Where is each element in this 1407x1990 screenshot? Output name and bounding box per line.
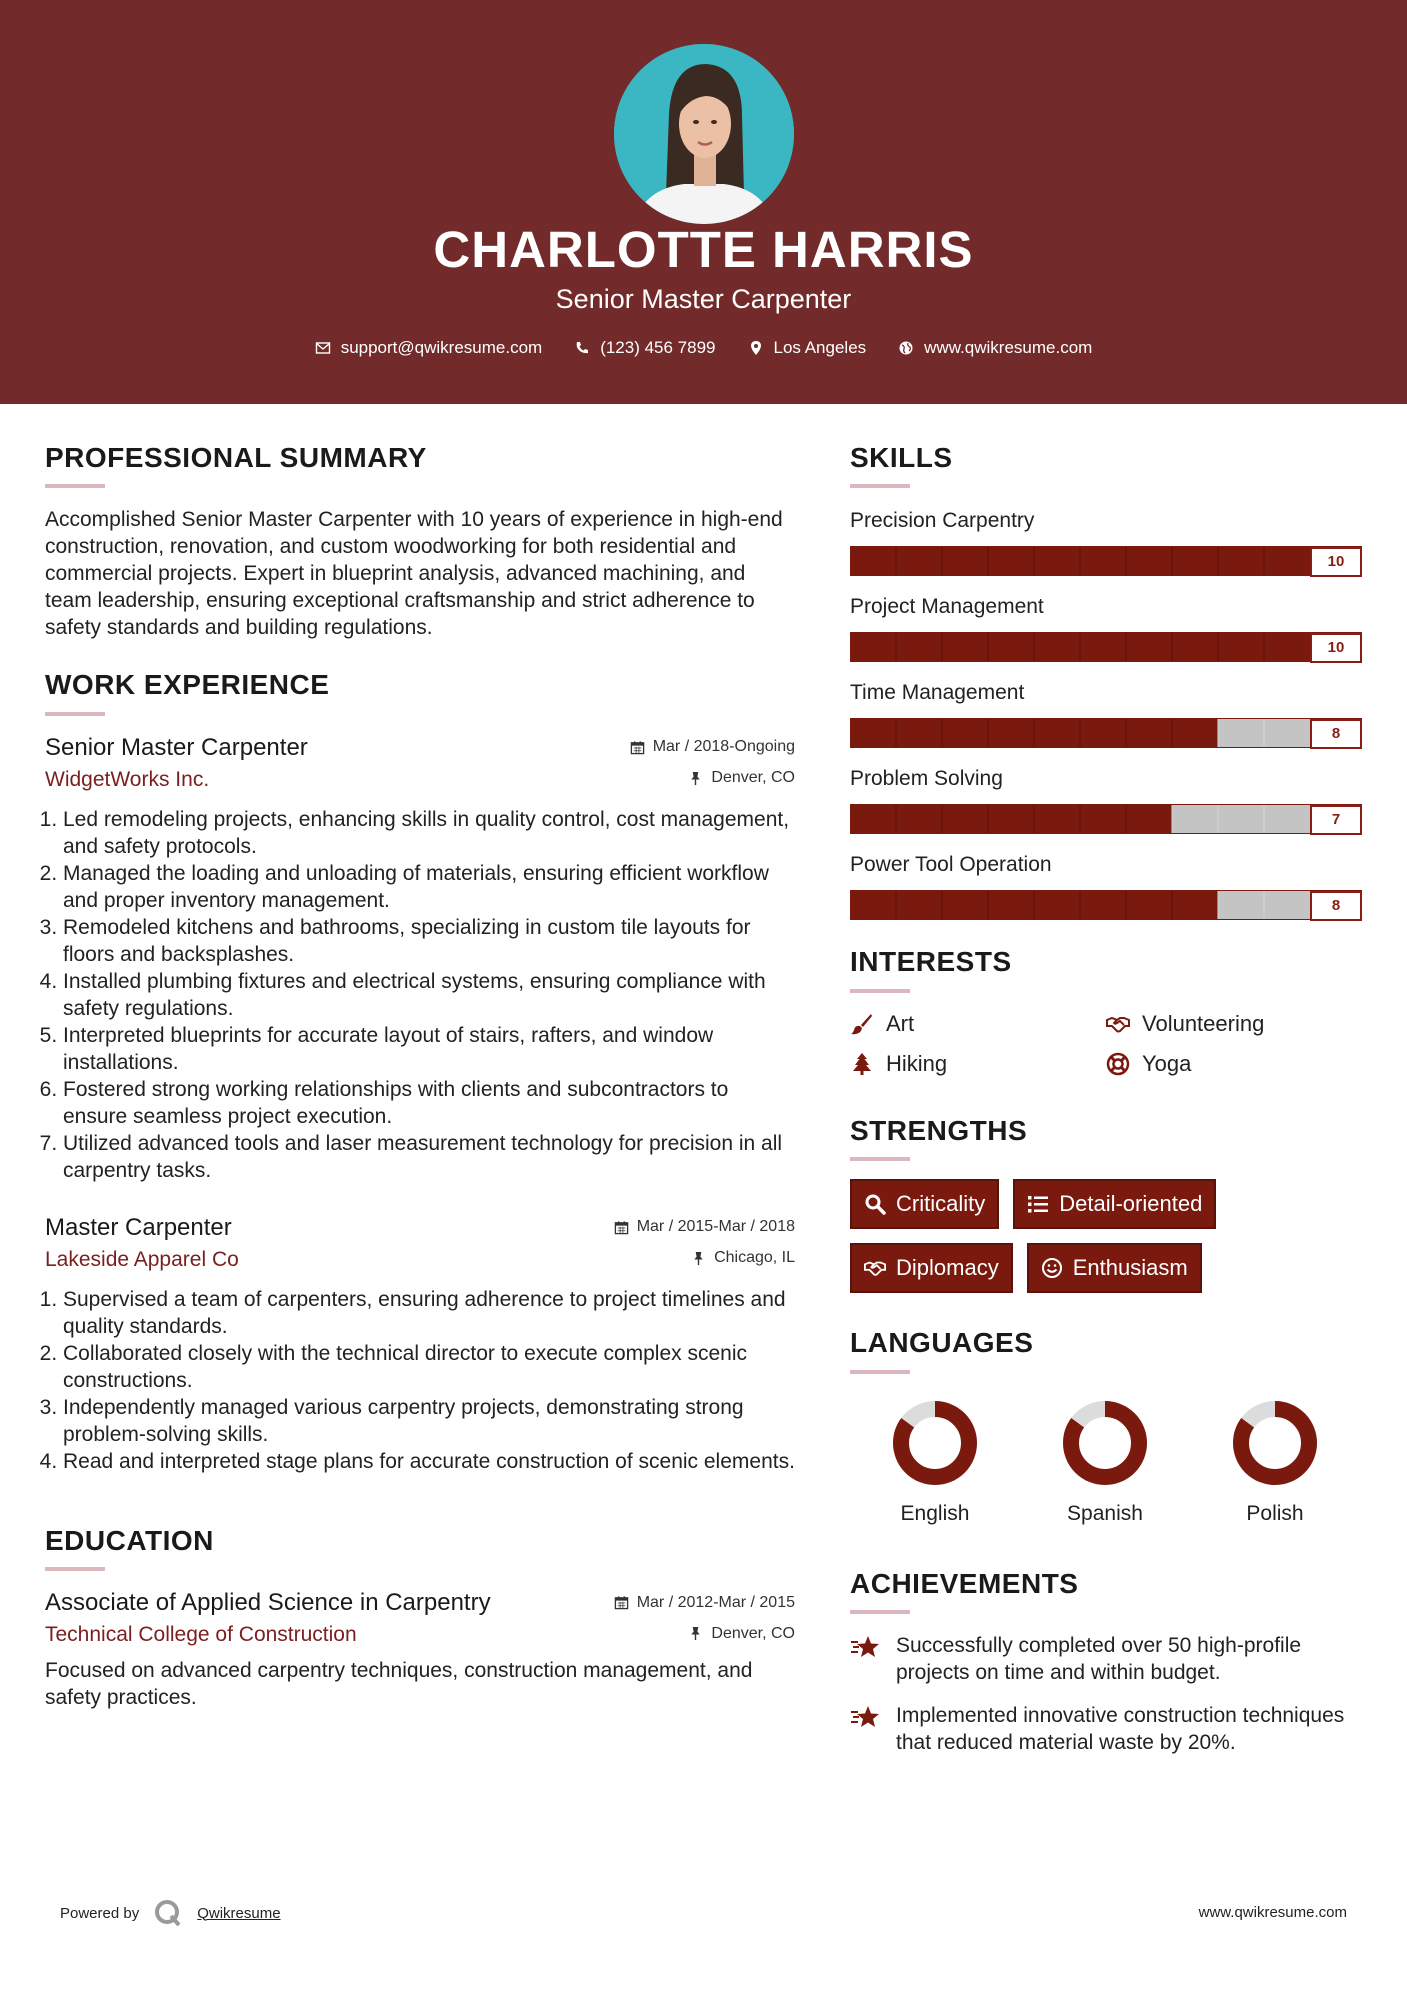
section-divider	[45, 1567, 105, 1571]
skill-bar-segment	[850, 546, 897, 576]
job-location-text: Chicago, IL	[714, 1249, 795, 1267]
skill-bar-segment	[896, 546, 943, 576]
skill-bar-segment	[1080, 718, 1127, 748]
section-divider	[850, 1370, 910, 1374]
skill-bar-segment	[850, 632, 897, 662]
contact-location	[748, 338, 867, 358]
contact-bar	[0, 338, 1407, 358]
calendar-icon	[614, 1595, 629, 1610]
strength-label: Enthusiasm	[1072, 1255, 1188, 1281]
skill-bar-segment	[942, 890, 989, 920]
skill-bar-segment	[1080, 632, 1127, 662]
skill-bar-segment	[988, 804, 1035, 834]
contact-website[interactable]	[898, 338, 1092, 358]
skills-section	[850, 440, 1365, 920]
job-bullets	[45, 806, 795, 1184]
skill-bar	[850, 632, 1362, 662]
language-item	[1190, 1398, 1360, 1526]
degree-title: Associate of Applied Science in Carpentry	[45, 1589, 491, 1617]
list-item: 2. Managed the loading and unloading of materials, ensuring efficient workflow and proper inventory management.	[63, 860, 795, 914]
calendar-icon	[614, 1220, 629, 1235]
skill-bar-segment	[988, 718, 1035, 748]
interest-label: Hiking	[886, 1050, 948, 1076]
list-item: 1. Supervised a team of carpenters, ensuring adherence to project timelines and quality standards.	[63, 1286, 795, 1340]
achievements-heading: ACHIEVEMENTS	[850, 1567, 1079, 1599]
list-item: 3. Independently managed various carpentry projects, demonstrating strong problem-solving skills.	[63, 1394, 795, 1448]
skill-name: Precision Carpentry	[850, 509, 1035, 533]
skill-bar-segment	[1264, 804, 1311, 834]
language-donut	[1230, 1398, 1320, 1488]
strengths-section	[850, 1113, 1365, 1293]
skill-name: Time Management	[850, 681, 1025, 705]
job-entry	[45, 1214, 795, 1475]
education-heading: EDUCATION	[45, 1524, 214, 1556]
skill-bar-segment	[1080, 804, 1127, 834]
strength-badge	[1027, 1243, 1202, 1293]
skill-bar	[850, 804, 1362, 834]
experience-section	[45, 667, 795, 1474]
skill-bar	[850, 718, 1362, 748]
languages-heading: LANGUAGES	[850, 1327, 1034, 1359]
interests-section	[850, 944, 1365, 1076]
job-location	[691, 1249, 795, 1267]
section-divider	[850, 1610, 910, 1614]
handshake-icon	[864, 1257, 886, 1279]
language-donut	[1060, 1398, 1150, 1488]
skill-bar-segment	[1172, 632, 1219, 662]
strength-label: Criticality	[896, 1191, 986, 1217]
skill-bar-segment	[1218, 632, 1265, 662]
job-location	[688, 769, 795, 787]
skill-bar	[850, 890, 1362, 920]
pushpin-icon	[688, 1626, 703, 1641]
map-pin-icon	[748, 340, 764, 356]
skill-bar-segment	[1218, 546, 1265, 576]
skill-bar-segment	[850, 718, 897, 748]
paintbrush-icon	[850, 1012, 874, 1036]
skill-level-badge: 8	[1310, 719, 1362, 749]
list-item: 2. Collaborated closely with the technical director to execute complex scenic constructions.	[63, 1340, 795, 1394]
skill-bar-segment	[896, 632, 943, 662]
language-name: Spanish	[1067, 1501, 1143, 1525]
skill-item	[850, 764, 1365, 834]
skill-bar-graphic	[850, 890, 1362, 920]
pushpin-icon	[691, 1251, 706, 1266]
skill-bar-segment	[1080, 890, 1127, 920]
skill-bar-segment	[850, 804, 897, 834]
section-divider	[850, 484, 910, 488]
strength-badge	[1013, 1179, 1216, 1229]
tree-icon	[850, 1052, 874, 1076]
skill-bar-segment	[850, 890, 897, 920]
profile-photo-illustration	[614, 44, 794, 224]
job-entry	[45, 734, 795, 1184]
skill-bar-segment	[1034, 804, 1081, 834]
skill-bar-segment	[1264, 718, 1311, 748]
interest-volunteering	[1106, 1011, 1362, 1037]
skill-bar-segment	[1034, 546, 1081, 576]
contact-email-text: support@qwikresume.com	[340, 338, 543, 357]
language-donut	[890, 1398, 980, 1488]
section-divider	[45, 484, 105, 488]
section-divider	[850, 989, 910, 993]
job-date-text: Mar / 2018-Ongoing	[652, 738, 795, 756]
job-date	[614, 1218, 795, 1236]
achievement-item	[850, 1702, 1365, 1756]
skill-bar-segment	[1126, 804, 1173, 834]
skill-bar-segment	[1034, 718, 1081, 748]
language-item	[850, 1398, 1020, 1526]
skill-bar-segment	[1126, 890, 1173, 920]
skill-bar-segment	[988, 890, 1035, 920]
interest-art	[850, 1011, 1106, 1037]
strength-label: Diplomacy	[896, 1255, 999, 1281]
strength-badge	[850, 1243, 1013, 1293]
globe-icon	[898, 340, 914, 356]
strength-label: Detail-oriented	[1059, 1191, 1203, 1217]
qwikresume-logo-icon	[153, 1898, 183, 1928]
envelope-icon	[315, 340, 331, 356]
skill-bar-segment	[942, 718, 989, 748]
interest-yoga	[1106, 1051, 1362, 1077]
handshake-icon	[1106, 1012, 1130, 1036]
skill-bar-segment	[1218, 804, 1265, 834]
achievement-text: Successfully completed over 50 high-profile projects on time and within budget.	[896, 1633, 1302, 1684]
job-company: WidgetWorks Inc.	[45, 767, 210, 791]
contact-location-text: Los Angeles	[773, 338, 867, 357]
skill-bar-segment	[1126, 632, 1173, 662]
interests-heading: INTERESTS	[850, 946, 1012, 978]
skill-bar-segment	[1126, 718, 1173, 748]
achievement-text: Implemented innovative construction techniques that reduced material waste by 20%.	[896, 1703, 1345, 1754]
education-location	[688, 1625, 795, 1643]
strengths-list	[850, 1179, 1365, 1293]
school-name: Technical College of Construction	[45, 1623, 357, 1647]
skill-bar-segment	[1264, 632, 1311, 662]
powered-by-label: Powered by	[60, 1904, 140, 1922]
skill-bar-segment	[942, 632, 989, 662]
powered-by	[60, 1898, 281, 1928]
skill-bar-segment	[1264, 890, 1311, 920]
interest-label: Yoga	[1142, 1050, 1192, 1076]
list-item: 4. Installed plumbing fixtures and electrical systems, ensuring compliance with safety regulations.	[63, 968, 795, 1022]
list-item: 7. Utilized advanced tools and laser measurement technology for precision in all carpentry tasks.	[63, 1130, 795, 1184]
skill-bar-segment	[942, 804, 989, 834]
smile-icon	[1041, 1257, 1063, 1279]
candidate-title: Senior Master Carpenter	[555, 284, 852, 314]
star-award-icon	[850, 1634, 880, 1660]
skill-bar-segment	[1218, 718, 1265, 748]
section-divider	[850, 1157, 910, 1161]
contact-website-text: www.qwikresume.com	[924, 338, 1093, 357]
profile-photo	[614, 44, 794, 224]
skill-bar-segment	[1218, 890, 1265, 920]
list-item: 1. Led remodeling projects, enhancing skills in quality control, cost management, and safety protocols.	[63, 806, 795, 860]
achievement-item	[850, 1632, 1365, 1686]
skill-item	[850, 850, 1365, 920]
summary-heading: PROFESSIONAL SUMMARY	[45, 442, 427, 473]
education-description: Focused on advanced carpentry techniques, construction management, and safety practices.	[45, 1659, 753, 1710]
list-icon	[1027, 1193, 1049, 1215]
page-footer	[0, 1890, 1407, 1930]
skill-level-badge: 10	[1310, 547, 1362, 577]
skill-bar-segment	[896, 890, 943, 920]
job-bullets	[45, 1286, 795, 1475]
skill-level-badge: 10	[1310, 633, 1362, 663]
summary-section	[45, 440, 795, 641]
skill-bar-segment	[1172, 546, 1219, 576]
strengths-heading: STRENGTHS	[850, 1114, 1028, 1146]
job-company: Lakeside Apparel Co	[45, 1247, 239, 1271]
candidate-name: CHARLOTTE HARRIS	[433, 221, 974, 278]
contact-phone[interactable]	[574, 338, 715, 358]
contact-phone-text: (123) 456 7899	[600, 338, 716, 357]
education-section	[45, 1523, 795, 1711]
job-title: Master Carpenter	[45, 1213, 232, 1241]
skill-bar-segment	[896, 804, 943, 834]
qwikresume-link[interactable]: Qwikresume	[197, 1904, 281, 1922]
contact-email[interactable]	[315, 338, 543, 358]
skill-bar-segment	[1172, 718, 1219, 748]
phone-icon	[574, 340, 590, 356]
language-item	[1020, 1398, 1190, 1526]
education-location-text: Denver, CO	[711, 1624, 795, 1642]
skill-bar-graphic	[850, 632, 1362, 662]
skill-bar-segment	[1172, 890, 1219, 920]
skill-bar-segment	[1126, 546, 1173, 576]
achievements-section	[850, 1566, 1365, 1756]
left-column	[45, 440, 795, 1711]
skills-heading: SKILLS	[850, 442, 953, 473]
skill-bar-segment	[942, 546, 989, 576]
experience-heading: WORK EXPERIENCE	[45, 669, 330, 701]
skill-bar-segment	[988, 546, 1035, 576]
list-item: 3. Remodeled kitchens and bathrooms, specializing in custom tile layouts for floors and backsplashes.	[63, 914, 795, 968]
lifebuoy-icon	[1106, 1052, 1130, 1076]
job-location-text: Denver, CO	[711, 769, 795, 787]
calendar-icon	[630, 740, 645, 755]
resume-header	[0, 0, 1407, 404]
job-date-text: Mar / 2015-Mar / 2018	[636, 1218, 795, 1236]
skill-bar-segment	[1080, 546, 1127, 576]
language-name: English	[900, 1501, 970, 1525]
skill-bar-graphic	[850, 546, 1362, 576]
list-item: 4. Read and interpreted stage plans for accurate construction of scenic elements.	[63, 1448, 795, 1475]
section-divider	[45, 712, 105, 716]
skill-bar-segment	[1034, 890, 1081, 920]
interests-list	[850, 1011, 1365, 1077]
skill-bar-segment	[1172, 804, 1219, 834]
language-name: Polish	[1246, 1501, 1304, 1525]
skill-item	[850, 678, 1365, 748]
skill-item	[850, 506, 1365, 576]
list-item: 5. Interpreted blueprints for accurate layout of stairs, rafters, and window installations.	[63, 1022, 795, 1076]
skill-bar-segment	[1034, 632, 1081, 662]
summary-text: Accomplished Senior Master Carpenter with 10 years of experience in high-end construction, renovation, and custom woodworking for both residential and commercial projects. Expert in blueprint analysis, advanced machining, and team leadership, ensuring exceptional craftsmanship and strict adherence to safety standards and building regulations.	[45, 508, 783, 640]
skill-bar-segment	[988, 632, 1035, 662]
job-title: Senior Master Carpenter	[45, 733, 308, 761]
strength-badge	[850, 1179, 999, 1229]
pushpin-icon	[688, 771, 703, 786]
skill-name: Problem Solving	[850, 767, 1003, 791]
skill-bar-graphic	[850, 804, 1362, 834]
skill-bar-graphic	[850, 718, 1362, 748]
interest-hiking	[850, 1051, 1106, 1077]
education-date-text: Mar / 2012-Mar / 2015	[636, 1593, 795, 1611]
skill-name: Project Management	[850, 595, 1044, 619]
skill-level-badge: 7	[1310, 805, 1362, 835]
interest-label: Art	[886, 1010, 915, 1036]
footer-url[interactable]: www.qwikresume.com	[1198, 1904, 1347, 1921]
skill-bar-segment	[896, 718, 943, 748]
skill-level-badge: 8	[1310, 891, 1362, 921]
skill-bar	[850, 546, 1362, 576]
job-date	[630, 738, 795, 756]
languages-list	[850, 1398, 1365, 1526]
list-item: 6. Fostered strong working relationships with clients and subcontractors to ensure seamless project execution.	[63, 1076, 795, 1130]
star-award-icon	[850, 1704, 880, 1730]
languages-section	[850, 1325, 1365, 1525]
search-icon	[864, 1193, 886, 1215]
interest-label: Volunteering	[1142, 1010, 1265, 1036]
skills-list	[850, 506, 1365, 920]
skill-item	[850, 592, 1365, 662]
skill-bar-segment	[1264, 546, 1311, 576]
skill-name: Power Tool Operation	[850, 853, 1052, 877]
right-column	[850, 440, 1365, 1772]
education-date	[614, 1594, 795, 1612]
